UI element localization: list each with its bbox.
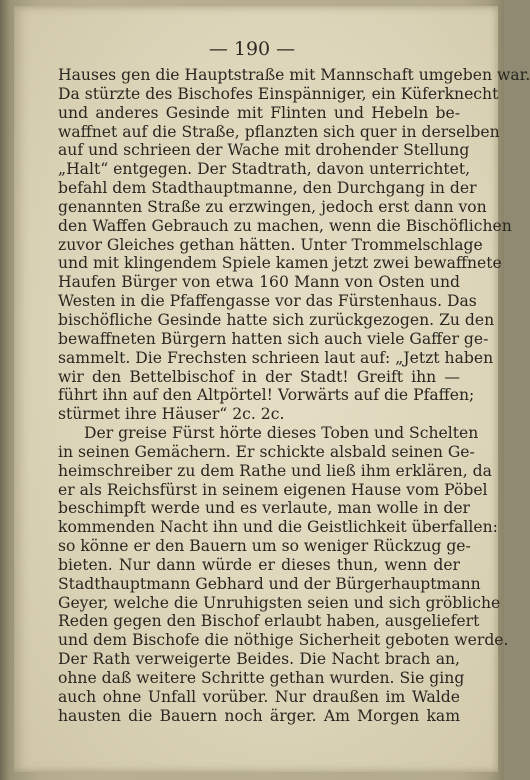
text-line: hausten die Bauern noch ärger. Am Morgen kam [58, 706, 460, 725]
text-line: ohne daß weitere Schritte gethan wurden. Sie ging [58, 669, 465, 687]
text-line: Haufen Bürger von etwa 160 Mann von Osten und [58, 273, 460, 292]
text-line: er als Reichsfürst in seinem eigenen Hause vom Pöbel [58, 480, 488, 499]
text-line: Westen in die Pfaffengasse vor das Fürstenhaus. Das [58, 292, 477, 311]
text-line: heimschreiber zu dem Rathe und ließ ihm erklären, da [58, 461, 492, 480]
text-line: beschimpft werde und es verlaute, man wolle in der [58, 499, 471, 518]
text-line: Hauses gen die Hauptstraße mit Mannschaft umgeben war. [58, 66, 530, 84]
text-line: in seinen Gemächern. Er schickte alsbald seinen Ge- [58, 442, 475, 461]
text-line: Da stürzte des Bischofes Einspänniger, ein Küferknecht [58, 84, 499, 103]
text-line: Geyer, welche die Unruhigsten seien und sich gröbliche [58, 593, 501, 612]
text-line: bischöfliche Gesinde hatte sich zurückgezogen. Zu den [58, 310, 495, 329]
body-text [58, 66, 530, 726]
text-line: und anderes Gesinde mit Flinten und Hebeln be- [58, 103, 460, 122]
text-line: befahl dem Stadthauptmanne, den Durchgang in der [58, 179, 477, 198]
text-line: Der Rath verweigerte Beides. Die Nacht brach an, [58, 650, 460, 669]
text-line: und dem Bischofe die nöthige Sicherheit geboten werde. [58, 631, 509, 650]
text-line: genannten Straße zu erzwingen, jedoch erst dann von [58, 197, 487, 216]
text-line: und mit klingendem Spiele kamen jetzt zwei bewaffnete [58, 254, 502, 273]
text-line: wir den Bettelbischof in der Stadt! Greift ihn — [58, 367, 460, 386]
text-line: so könne er den Bauern um so weniger Rückzug ge- [58, 537, 471, 556]
text-line: führt ihn auf den Altpörtel! Vorwärts auf die Pfaffen; [58, 386, 475, 405]
text-line: zuvor Gleiches gethan hätten. Unter Trommelschlage [58, 235, 483, 254]
text-line: stürmet ihre Häuser“ 2c. 2c. [58, 405, 285, 424]
text-line: bieten. Nur dann würde er dieses thun, wenn der [58, 555, 460, 574]
text-line: auf und schrieen der Wache mit drohender Stellung [58, 141, 470, 160]
text-line: den Waffen Gebrauch zu machen, wenn die Bischöflichen [58, 216, 512, 235]
text-line: bewaffneten Bürgern hatten sich auch viele Gaffer ge- [58, 329, 489, 348]
text-line: „Halt“ entgegen. Der Stadtrath, davon unterrichtet, [58, 160, 471, 179]
text-line: Der greise Fürst hörte dieses Toben und Schelten [84, 424, 479, 443]
text-line: Stadthauptmann Gebhard und der Bürgerhauptmann [58, 574, 481, 593]
text-line: waffnet auf die Straße, pflanzten sich quer in derselben [58, 122, 500, 141]
text-line: kommenden Nacht ihn und die Geistlichkeit überfallen: [58, 518, 498, 537]
page-number: — 190 — [208, 38, 296, 60]
text-line: Reden gegen den Bischof erlaubt haben, ausgeliefert [58, 612, 480, 631]
text-line: sammelt. Die Frechsten schrieen laut auf: „Jetzt haben [58, 348, 494, 367]
text-line: auch ohne Unfall vorüber. Nur draußen im Walde [58, 687, 460, 706]
